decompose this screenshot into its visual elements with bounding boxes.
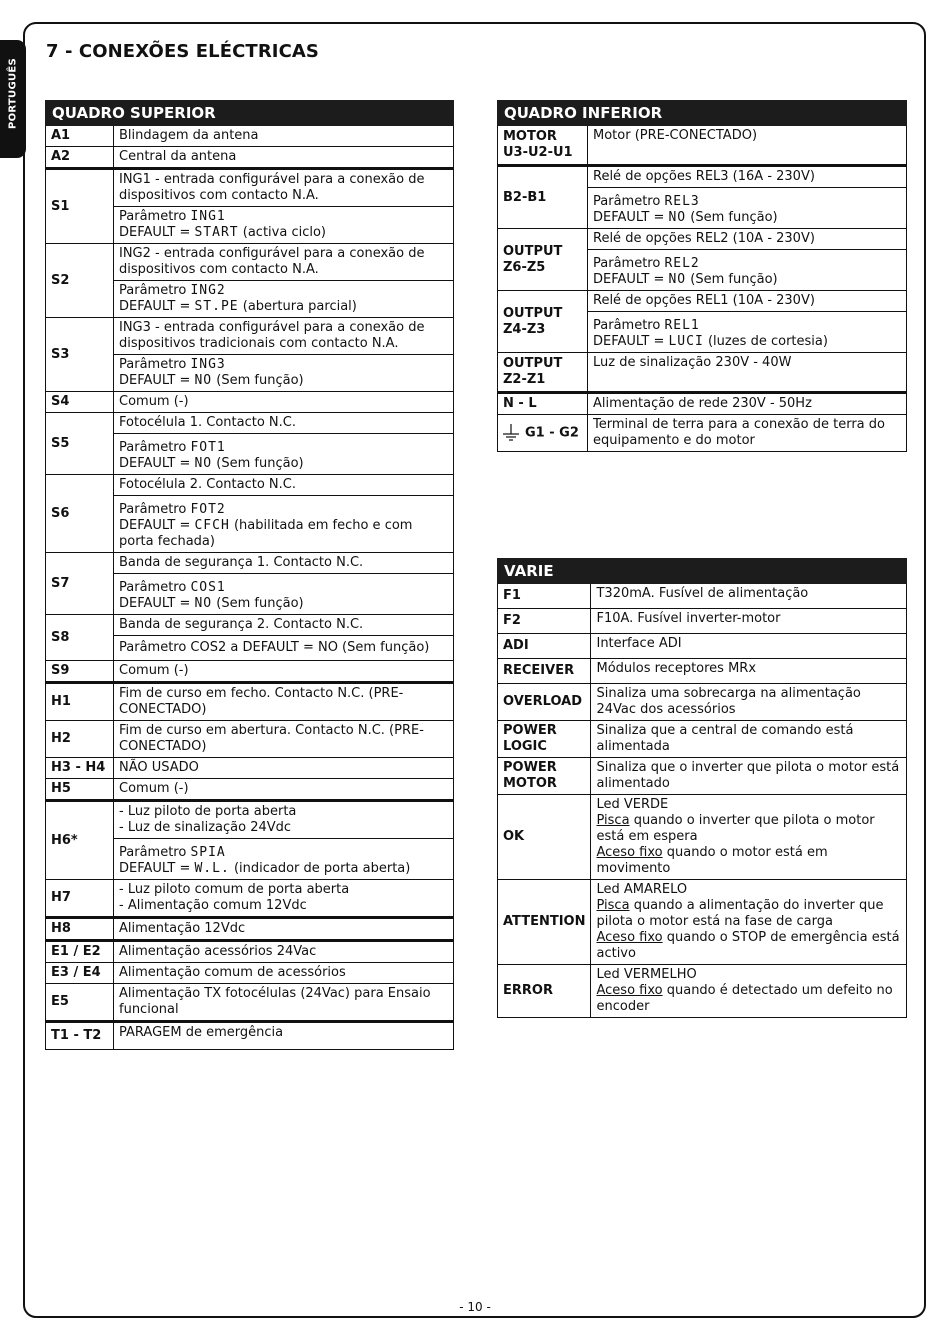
default-code: START [194, 225, 239, 240]
terminal-desc: Relé de opções REL2 (10A - 230V) [588, 229, 907, 250]
table-row [498, 880, 907, 965]
table-row [498, 965, 907, 1018]
terminal-key: S7 [46, 553, 114, 615]
table-row [498, 291, 907, 312]
item-desc: Sinaliza uma sobrecarga na alimentação 24Vac dos acessórios [591, 684, 907, 721]
terminal-key: H6* [46, 801, 114, 880]
terminal-key: S2 [46, 244, 114, 318]
item-desc: Led VERMELHO Aceso fixo quando é detectado um defeito no encoder [591, 965, 907, 1018]
terminal-key: S9 [46, 661, 114, 683]
item-desc: F10A. Fusível inverter-motor [591, 609, 907, 634]
default-code: ST.PE [194, 299, 239, 314]
default-code: NO [194, 456, 213, 471]
terminal-key: A2 [46, 147, 114, 169]
table-row [46, 615, 454, 636]
terminal-desc: Alimentação comum de acessórios [114, 963, 454, 984]
param-code: ING3 [190, 357, 226, 372]
param-cell: Parâmetro COS1 DEFAULT = NO (Sem função) [114, 574, 454, 615]
default-code: NO [668, 210, 687, 225]
table-row [498, 166, 907, 188]
default-code: NO [194, 596, 213, 611]
section-title: 7 - CONEXÕES ELÉCTRICAS [46, 41, 319, 62]
terminal-desc: Alimentação de rede 230V - 50Hz [588, 393, 907, 415]
table-row [498, 609, 907, 634]
terminal-desc: Blindagem da antena [114, 126, 454, 147]
item-key: ADI [498, 634, 591, 659]
param-code: ING1 [190, 209, 226, 224]
terminal-key: E5 [46, 984, 114, 1022]
table-row [46, 779, 454, 801]
quadro-superior-table [45, 100, 454, 1050]
table-row [498, 795, 907, 880]
terminal-key: N - L [498, 393, 588, 415]
table-row [46, 801, 454, 839]
default-code: NO [194, 373, 213, 388]
language-label: PORTUGUÊS [7, 57, 19, 130]
terminal-key: S8 [46, 615, 114, 661]
terminal-key: S5 [46, 413, 114, 475]
terminal-desc: Motor (PRE-CONECTADO) [588, 126, 907, 166]
quadro-inferior-table [497, 100, 907, 452]
item-desc: Interface ADI [591, 634, 907, 659]
table-header: QUADRO INFERIOR [498, 101, 907, 126]
param-cell: Parâmetro COS2 a DEFAULT = NO (Sem função) [114, 636, 454, 661]
terminal-desc: Fim de curso em abertura. Contacto N.C. (PRE-CONECTADO) [114, 721, 454, 758]
default-code: CFCH [194, 518, 230, 533]
param-code: FOT2 [190, 502, 226, 517]
table-row [46, 1022, 454, 1050]
terminal-desc: Relé de opções REL3 (16A - 230V) [588, 166, 907, 188]
table-row [46, 126, 454, 147]
terminal-key: S1 [46, 169, 114, 244]
terminal-key: H5 [46, 779, 114, 801]
terminal-key: S4 [46, 392, 114, 413]
table-row [46, 147, 454, 169]
terminal-key: G1 - G2 [498, 415, 588, 452]
table-row [46, 683, 454, 721]
table-row [498, 126, 907, 166]
terminal-desc: Comum (-) [114, 779, 454, 801]
table-row [46, 553, 454, 574]
table-row [46, 758, 454, 779]
param-cell: Parâmetro ING1 DEFAULT = START (activa ciclo) [114, 207, 454, 244]
terminal-key: B2-B1 [498, 166, 588, 229]
table-row [46, 475, 454, 496]
table-row [46, 661, 454, 683]
terminal-key: OUTPUT Z4-Z3 [498, 291, 588, 353]
default-code: W.L. [194, 861, 230, 876]
item-desc: Módulos receptores MRx [591, 659, 907, 684]
param-code: REL3 [664, 194, 700, 209]
terminal-key: H1 [46, 683, 114, 721]
led-label: Led AMARELO [596, 882, 688, 897]
table-row [498, 415, 907, 452]
item-key: OVERLOAD [498, 684, 591, 721]
terminal-desc: Alimentação TX fotocélulas (24Vac) para Ensaio funcional [114, 984, 454, 1022]
terminal-desc: Terminal de terra para a conexão de terra do equipamento e do motor [588, 415, 907, 452]
item-desc: T320mA. Fusível de alimentação [591, 584, 907, 609]
item-key: RECEIVER [498, 659, 591, 684]
table-row [498, 393, 907, 415]
param-cell: Parâmetro REL2 DEFAULT = NO (Sem função) [588, 250, 907, 291]
table-row [46, 880, 454, 918]
terminal-desc: - Luz piloto de porta aberta - Luz de sinalização 24Vdc [114, 801, 454, 839]
terminal-desc: - Luz piloto comum de porta aberta - Alimentação comum 12Vdc [114, 880, 454, 918]
terminal-desc: Fotocélula 1. Contacto N.C. [114, 413, 454, 434]
terminal-key: S6 [46, 475, 114, 553]
default-code: NO [668, 272, 687, 287]
param-cell: Parâmetro SPIA DEFAULT = W.L. (indicador de porta aberta) [114, 839, 454, 880]
table-row [498, 634, 907, 659]
table-row [498, 229, 907, 250]
page-number: - 10 - [459, 1300, 491, 1314]
default-code: LUCI [668, 334, 704, 349]
terminal-desc: ING2 - entrada configurável para a conexão de dispositivos com contacto N.A. [114, 244, 454, 281]
table-row [498, 684, 907, 721]
terminal-desc: NÃO USADO [114, 758, 454, 779]
param-code: REL2 [664, 256, 700, 271]
terminal-key: T1 - T2 [46, 1022, 114, 1050]
table-row [46, 392, 454, 413]
param-cell: Parâmetro FOT2 DEFAULT = CFCH (habilitada em fecho e com porta fechada) [114, 496, 454, 553]
item-desc: Sinaliza que a central de comando está alimentada [591, 721, 907, 758]
table-row [498, 584, 907, 609]
param-code: FOT1 [190, 440, 226, 455]
table-row [498, 353, 907, 393]
table-row [498, 721, 907, 758]
item-key: F2 [498, 609, 591, 634]
terminal-key: S3 [46, 318, 114, 392]
param-cell: Parâmetro REL1 DEFAULT = LUCI (luzes de cortesia) [588, 312, 907, 353]
terminal-desc: Comum (-) [114, 392, 454, 413]
terminal-desc: Alimentação acessórios 24Vac [114, 941, 454, 963]
terminal-key: E1 / E2 [46, 941, 114, 963]
item-key: POWER MOTOR [498, 758, 591, 795]
item-key: F1 [498, 584, 591, 609]
terminal-desc: Banda de segurança 2. Contacto N.C. [114, 615, 454, 636]
terminal-desc: Fotocélula 2. Contacto N.C. [114, 475, 454, 496]
language-tab [0, 40, 26, 158]
table-row [46, 941, 454, 963]
item-desc: Sinaliza que o inverter que pilota o motor está alimentado [591, 758, 907, 795]
item-desc: Led AMARELO Pisca quando a alimentação do inverter que pilota o motor está na fase de carga Aceso fixo quando o STOP de emergência está activo [591, 880, 907, 965]
terminal-desc: PARAGEM de emergência [114, 1022, 454, 1050]
param-code: SPIA [190, 845, 226, 860]
table-row [498, 758, 907, 795]
table-row [46, 169, 454, 207]
table-row [46, 963, 454, 984]
table-header: VARIE [498, 559, 907, 584]
terminal-desc: Relé de opções REL1 (10A - 230V) [588, 291, 907, 312]
terminal-desc: ING3 - entrada configurável para a conexão de dispositivos tradicionais com contacto N.A. [114, 318, 454, 355]
table-row [46, 721, 454, 758]
terminal-key: H7 [46, 880, 114, 918]
earth-ground-icon [501, 424, 521, 442]
item-desc: Led VERDE Pisca quando o inverter que pilota o motor está em espera Aceso fixo quando o motor está em movimento [591, 795, 907, 880]
terminal-key: H3 - H4 [46, 758, 114, 779]
terminal-desc: Central da antena [114, 147, 454, 169]
param-cell: Parâmetro REL3 DEFAULT = NO (Sem função) [588, 188, 907, 229]
led-label: Led VERMELHO [596, 967, 697, 982]
item-key: ERROR [498, 965, 591, 1018]
table-row [46, 318, 454, 355]
terminal-key: OUTPUT Z6-Z5 [498, 229, 588, 291]
terminal-key: A1 [46, 126, 114, 147]
param-code: REL1 [664, 318, 700, 333]
param-cell: Parâmetro FOT1 DEFAULT = NO (Sem função) [114, 434, 454, 475]
terminal-key: H2 [46, 721, 114, 758]
varie-table [497, 558, 907, 1018]
terminal-desc: Alimentação 12Vdc [114, 918, 454, 941]
led-label: Led VERDE [596, 797, 669, 812]
item-key: ATTENTION [498, 880, 591, 965]
terminal-desc: Fim de curso em fecho. Contacto N.C. (PRE-CONECTADO) [114, 683, 454, 721]
param-cell: Parâmetro ING2 DEFAULT = ST.PE (abertura parcial) [114, 281, 454, 318]
param-cell: Parâmetro ING3 DEFAULT = NO (Sem função) [114, 355, 454, 392]
table-row [46, 244, 454, 281]
terminal-key: H8 [46, 918, 114, 941]
terminal-key: MOTOR U3-U2-U1 [498, 126, 588, 166]
terminal-desc: ING1 - entrada configurável para a conexão de dispositivos com contacto N.A. [114, 169, 454, 207]
table-row [46, 413, 454, 434]
terminal-desc: Banda de segurança 1. Contacto N.C. [114, 553, 454, 574]
table-row [498, 659, 907, 684]
item-key: OK [498, 795, 591, 880]
item-key: POWER LOGIC [498, 721, 591, 758]
table-row [46, 984, 454, 1022]
param-code: COS1 [190, 580, 226, 595]
terminal-desc: Luz de sinalização 230V - 40W [588, 353, 907, 393]
terminal-desc: Comum (-) [114, 661, 454, 683]
terminal-key: E3 / E4 [46, 963, 114, 984]
table-row [46, 918, 454, 941]
terminal-key: OUTPUT Z2-Z1 [498, 353, 588, 393]
table-header: QUADRO SUPERIOR [46, 101, 454, 126]
param-code: ING2 [190, 283, 226, 298]
